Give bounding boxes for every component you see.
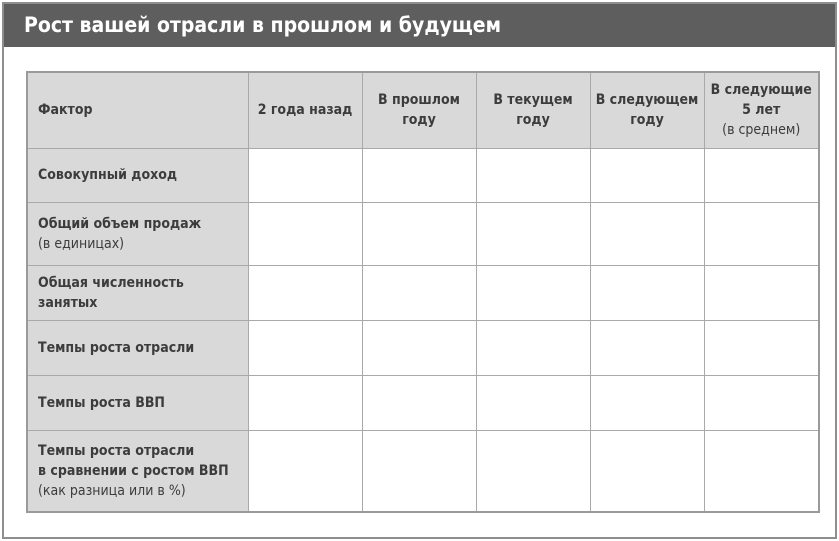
table-row bbox=[27, 265, 819, 320]
header-next-5-years-line1: В следующие bbox=[710, 82, 812, 99]
row-label-total-employment bbox=[27, 265, 248, 320]
input-cell[interactable] bbox=[362, 265, 476, 320]
row-label-total-sales bbox=[27, 202, 248, 265]
row-label-note: (как разница или в %) bbox=[38, 482, 186, 499]
header-last-year-line2: году bbox=[402, 112, 436, 129]
table-row bbox=[27, 375, 819, 430]
input-cell[interactable] bbox=[476, 148, 590, 202]
header-current-year-line1: В текущем bbox=[493, 92, 573, 109]
header-next-5-years-line2: 5 лет bbox=[742, 102, 781, 119]
header-2-years-ago-label: 2 года назад bbox=[257, 102, 353, 119]
header-2-years-ago bbox=[248, 72, 362, 148]
input-cell[interactable] bbox=[704, 375, 819, 430]
page-title: Рост вашей отрасли в прошлом и будущем bbox=[24, 13, 502, 37]
input-cell[interactable] bbox=[590, 148, 704, 202]
input-cell[interactable] bbox=[248, 430, 362, 512]
row-label-growth-vs-gdp bbox=[27, 430, 248, 512]
header-next-year-line2: году bbox=[630, 112, 664, 129]
row-label-industry-growth bbox=[27, 320, 248, 375]
table-row bbox=[27, 320, 819, 375]
input-cell[interactable] bbox=[590, 265, 704, 320]
header-next-5-years bbox=[704, 72, 819, 148]
row-label-text-line2: в сравнении с ростом ВВП bbox=[38, 462, 229, 479]
table-row bbox=[27, 202, 819, 265]
header-factor bbox=[27, 72, 248, 148]
input-cell[interactable] bbox=[704, 320, 819, 375]
header-last-year-line1: В прошлом bbox=[378, 92, 460, 109]
input-cell[interactable] bbox=[476, 320, 590, 375]
row-label-text: Темпы роста отрасли bbox=[38, 442, 195, 459]
input-cell[interactable] bbox=[476, 430, 590, 512]
growth-table bbox=[26, 71, 820, 513]
input-cell[interactable] bbox=[704, 148, 819, 202]
input-cell[interactable] bbox=[248, 265, 362, 320]
header-next-5-years-note: (в среднем) bbox=[722, 122, 801, 139]
input-cell[interactable] bbox=[362, 430, 476, 512]
row-label-gdp-growth bbox=[27, 375, 248, 430]
input-cell[interactable] bbox=[362, 375, 476, 430]
row-label-text: Темпы роста ВВП bbox=[38, 394, 165, 411]
input-cell[interactable] bbox=[476, 202, 590, 265]
input-cell[interactable] bbox=[704, 202, 819, 265]
row-label-text: Совокупный доход bbox=[38, 167, 178, 183]
input-cell[interactable] bbox=[362, 202, 476, 265]
header-factor-label: Фактор bbox=[38, 102, 93, 119]
row-label-text: Общая численность занятых bbox=[38, 274, 184, 311]
input-cell[interactable] bbox=[248, 320, 362, 375]
input-cell[interactable] bbox=[248, 148, 362, 202]
row-label-text: Общий объем продаж bbox=[38, 215, 202, 232]
input-cell[interactable] bbox=[704, 430, 819, 512]
table-row bbox=[27, 430, 819, 512]
input-cell[interactable] bbox=[248, 202, 362, 265]
input-cell[interactable] bbox=[590, 430, 704, 512]
input-cell[interactable] bbox=[590, 202, 704, 265]
input-cell[interactable] bbox=[248, 375, 362, 430]
table-row bbox=[27, 148, 819, 202]
header-next-year-line1: В следующем bbox=[595, 92, 699, 109]
input-cell[interactable] bbox=[590, 375, 704, 430]
title-bar bbox=[4, 4, 835, 47]
header-next-year bbox=[590, 72, 704, 148]
worksheet-frame bbox=[2, 2, 837, 539]
row-label-total-revenue bbox=[27, 148, 248, 202]
input-cell[interactable] bbox=[704, 265, 819, 320]
input-cell[interactable] bbox=[476, 265, 590, 320]
input-cell[interactable] bbox=[476, 375, 590, 430]
table-header-row bbox=[27, 72, 819, 148]
header-current-year-line2: году bbox=[516, 112, 550, 129]
input-cell[interactable] bbox=[362, 148, 476, 202]
header-current-year bbox=[476, 72, 590, 148]
row-label-text: Темпы роста отрасли bbox=[38, 339, 195, 356]
input-cell[interactable] bbox=[590, 320, 704, 375]
row-label-note: (в единицах) bbox=[38, 235, 125, 252]
input-cell[interactable] bbox=[362, 320, 476, 375]
header-last-year bbox=[362, 72, 476, 148]
